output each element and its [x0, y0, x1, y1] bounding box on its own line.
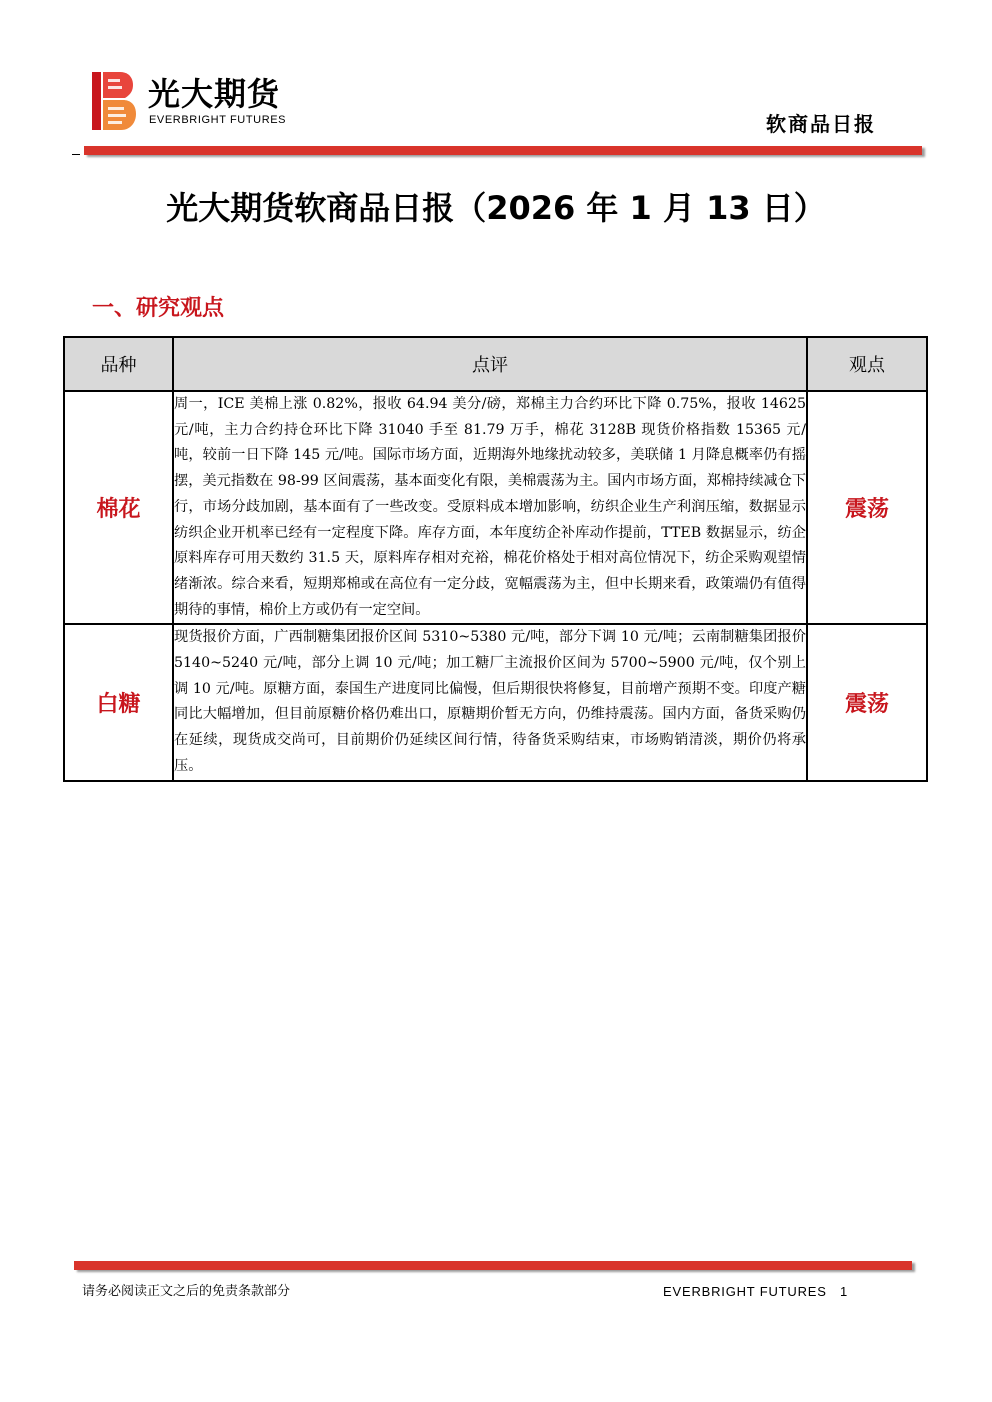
- everbright-logo-icon: [92, 72, 136, 130]
- view-cell: 震荡: [807, 624, 927, 780]
- logo-chinese-text: 光大期货: [148, 75, 281, 113]
- footer-disclaimer: 请务必阅读正文之后的免责条款部分: [82, 1284, 291, 1299]
- logo-english-text: EVERBRIGHT FUTURES: [149, 114, 287, 126]
- table-row-cotton: [64, 391, 927, 624]
- variety-cell: 白糖: [64, 624, 173, 780]
- report-title: 光大期货软商品日报（2026 年 1 月 13 日）: [166, 189, 826, 227]
- header-divider-bar: [84, 146, 922, 155]
- page-number: 1: [839, 1284, 848, 1299]
- report-type-label: 软商品日报: [766, 112, 876, 136]
- header-view: 观点: [807, 337, 927, 391]
- variety-cell: 棉花: [64, 391, 173, 624]
- header-variety: 品种: [64, 337, 173, 391]
- comment-cell: 周一，ICE 美棉上涨 0.82%，报收 64.94 美分/磅，郑棉主力合约环比下降 0.75%，报收 14625 元/吨，主力合约持仓环比下降 31040 手至 81.79 万手，棉花 3128B 现货价格指数 15365 元/吨，较前一日下降 145 元/吨。国际市场方面，近期海外地缘扰动较多，美联储 1 月降息概率仍有摇摆，美元指数在 98-99 区间震荡，基本面变化有限，美棉震荡为主。国内市场方面，郑棉持续减仓下行，市场分歧加剧，基本面有了一些改变。受原料成本增加影响，纺织企业生产利润压缩，数据显示纺织企业开机率已经有一定程度下降。库存方面，本年度纺企补库动作提前，TTEB 数据显示，纺企原料库存可用天数约 31.5 天，原料库存相对充裕，棉花价格处于相对高位情况下，纺企采购观望情绪渐浓。综合来看，短期郑棉或在高位有一定分歧，宽幅震荡为主，但中长期来看，政策端仍有值得期待的事情，棉价上方或仍有一定空间。: [173, 391, 807, 624]
- header-comment: 点评: [173, 337, 807, 391]
- section-heading: 一、研究观点: [92, 296, 225, 321]
- table-row-sugar: [64, 624, 927, 780]
- comment-cell: 现货报价方面，广西制糖集团报价区间 5310~5380 元/吨，部分下调 10 元/吨；云南制糖集团报价 5140~5240 元/吨，部分上调 10 元/吨；加工糖厂主流报价区间为 5700~5900 元/吨，仅个别上调 10 元/吨。原糖方面，泰国生产进度同比偏慢，但后期很快将修复，目前增产预期不变。印度产糖同比大幅增加，但目前原糖价格仍难出口，原糖期价暂无方向，仍维持震荡。国内方面，备货采购仍在延续，现货成交尚可，目前期价仍延续区间行情，待备货采购结束，市场购销清淡，期价仍将承压。: [173, 624, 807, 780]
- footer-brand-and-page: [663, 1283, 848, 1301]
- footer-brand: EVERBRIGHT FUTURES: [663, 1284, 827, 1299]
- research-view-table: [63, 336, 928, 782]
- view-cell: 震荡: [807, 391, 927, 624]
- table-header-row: [64, 337, 927, 391]
- header-tick-mark: [72, 154, 80, 155]
- footer-divider-bar: [74, 1261, 912, 1270]
